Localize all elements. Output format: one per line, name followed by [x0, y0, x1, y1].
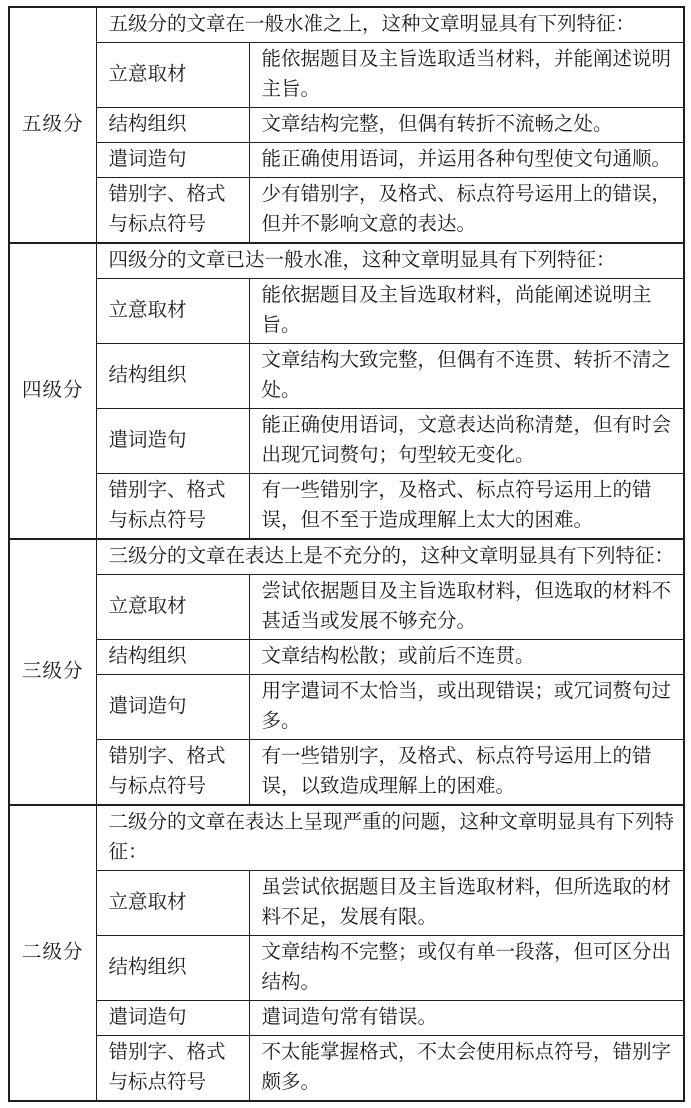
criterion-label: 结构组织: [96, 640, 249, 675]
criterion-description: 能依据题目及主旨选取材料，尚能阐述说明主旨。: [249, 279, 684, 344]
section-header: 四级分的文章已达一般水准，这种文章明显具有下列特征：: [96, 243, 684, 279]
criterion-description: 文章结构松散；或前后不连贯。: [249, 640, 684, 675]
table-row: [9, 640, 684, 675]
criterion-description: 少有错别字，及格式、标点符号运用上的错误，但并不影响文意的表达。: [249, 178, 684, 244]
criterion-description: 有一些错别字，及格式、标点符号运用上的错误，但不至于造成理解上太大的困难。: [249, 474, 684, 540]
criterion-label: 立意取材: [96, 279, 249, 344]
table-row: [9, 409, 684, 474]
level-label: 四级分: [9, 243, 96, 539]
criterion-label: 错别字、格式与标点符号: [96, 178, 249, 244]
grading-rubric-table: [8, 6, 685, 1102]
section-header: 五级分的文章在一般水准之上，这种文章明显具有下列特征：: [96, 7, 684, 43]
table-row: [9, 936, 684, 1001]
table-row: [9, 7, 684, 43]
level-label: 五级分: [9, 7, 96, 243]
criterion-label: 错别字、格式与标点符号: [96, 740, 249, 806]
level-label: 三级分: [9, 539, 96, 805]
table-row: [9, 143, 684, 178]
criterion-label: 立意取材: [96, 575, 249, 640]
criterion-label: 立意取材: [96, 871, 249, 936]
section-header: 二级分的文章在表达上呈现严重的问题，这种文章明显具有下列特征：: [96, 805, 684, 871]
table-row: [9, 1001, 684, 1036]
criterion-label: 结构组织: [96, 936, 249, 1001]
criterion-description: 虽尝试依据题目及主旨选取材料，但所选取的材料不足，发展有限。: [249, 871, 684, 936]
table-row: [9, 43, 684, 108]
criterion-description: 能正确使用语词，并运用各种句型使文句通顺。: [249, 143, 684, 178]
criterion-description: 文章结构完整，但偶有转折不流畅之处。: [249, 108, 684, 143]
criterion-label: 遣词造句: [96, 143, 249, 178]
criterion-label: 错别字、格式与标点符号: [96, 474, 249, 540]
table-row: [9, 178, 684, 244]
table-row: [9, 675, 684, 740]
criterion-description: 能依据题目及主旨选取适当材料，并能阐述说明主旨。: [249, 43, 684, 108]
criterion-description: 遣词造句常有错误。: [249, 1001, 684, 1036]
table-row: [9, 740, 684, 806]
section-header: 三级分的文章在表达上是不充分的，这种文章明显具有下列特征：: [96, 539, 684, 575]
table-row: [9, 1036, 684, 1102]
table-row: [9, 539, 684, 575]
criterion-description: 尝试依据题目及主旨选取材料，但选取的材料不甚适当或发展不够充分。: [249, 575, 684, 640]
criterion-description: 有一些错别字，及格式、标点符号运用上的错误，以致造成理解上的困难。: [249, 740, 684, 806]
criterion-description: 文章结构不完整；或仅有单一段落，但可区分出结构。: [249, 936, 684, 1001]
criterion-label: 遣词造句: [96, 409, 249, 474]
table-row: [9, 474, 684, 540]
table-row: [9, 871, 684, 936]
criterion-label: 错别字、格式与标点符号: [96, 1036, 249, 1102]
criterion-description: 用字遣词不太恰当，或出现错误；或冗词赘句过多。: [249, 675, 684, 740]
level-label: 二级分: [9, 805, 96, 1101]
criterion-description: 能正确使用语词，文意表达尚称清楚，但有时会出现冗词赘句；句型较无变化。: [249, 409, 684, 474]
table-row: [9, 805, 684, 871]
criterion-label: 遣词造句: [96, 1001, 249, 1036]
table-row: [9, 279, 684, 344]
criterion-description: 文章结构大致完整，但偶有不连贯、转折不清之处。: [249, 344, 684, 409]
table-row: [9, 108, 684, 143]
criterion-label: 遣词造句: [96, 675, 249, 740]
criterion-label: 立意取材: [96, 43, 249, 108]
criterion-label: 结构组织: [96, 108, 249, 143]
table-row: [9, 344, 684, 409]
table-row: [9, 243, 684, 279]
criterion-label: 结构组织: [96, 344, 249, 409]
criterion-description: 不太能掌握格式，不太会使用标点符号，错别字颇多。: [249, 1036, 684, 1102]
table-row: [9, 575, 684, 640]
